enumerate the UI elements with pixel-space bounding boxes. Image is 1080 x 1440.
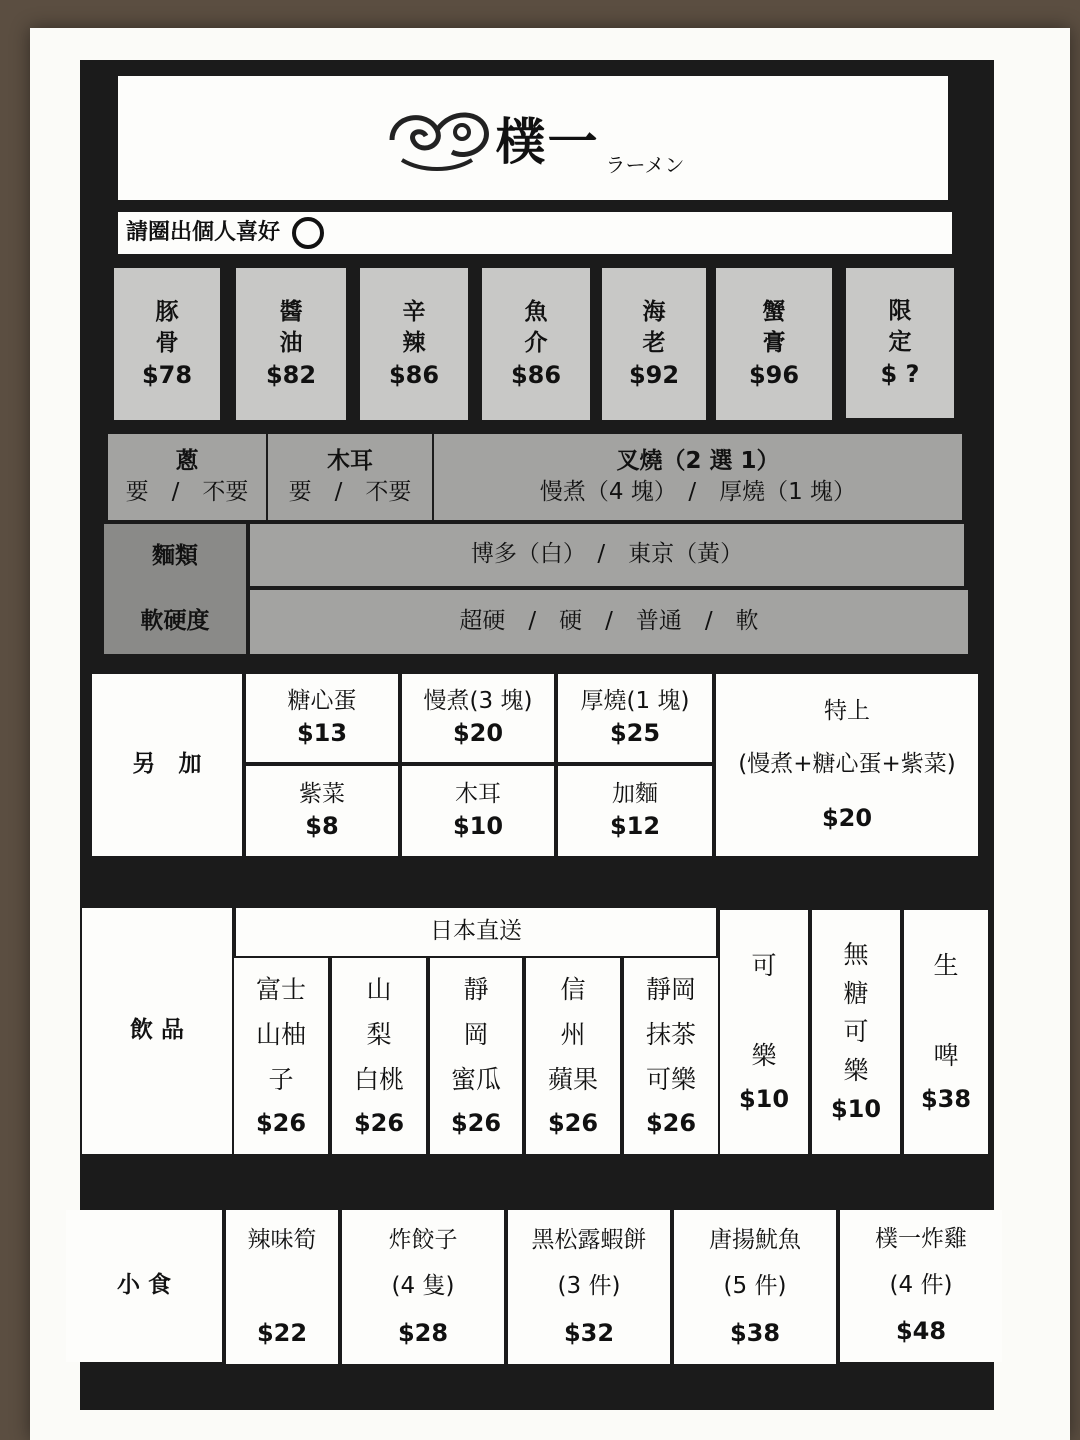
addon-item[interactable] <box>558 766 712 856</box>
menu-text: 超硬 / 硬 / 普通 / 軟 <box>459 608 759 635</box>
menu-text: 樂 <box>751 1040 777 1070</box>
menu-text: $32 <box>563 1318 615 1347</box>
drink-item[interactable] <box>234 958 328 1154</box>
menu-text: 叉燒（2 選 1） <box>616 447 780 474</box>
menu-text: $12 <box>609 812 661 841</box>
circle-icon <box>292 217 324 249</box>
menu-text: 辣 <box>402 329 426 356</box>
soup-item[interactable] <box>602 268 706 420</box>
drink-item[interactable] <box>332 958 426 1154</box>
drink-item[interactable] <box>526 958 620 1154</box>
logo-text: 樸一 <box>495 112 600 171</box>
menu-text: 飲 品 <box>129 1017 184 1044</box>
preference-label: 請圈出個人喜好 <box>126 220 281 246</box>
drink-item[interactable] <box>624 958 718 1154</box>
addon-item[interactable] <box>246 674 398 762</box>
snack-item[interactable] <box>508 1210 670 1364</box>
menu-text: 厚燒(1 塊) <box>580 688 690 715</box>
menu-text: 可樂 <box>645 1064 696 1094</box>
menu-text: $20 <box>452 719 504 748</box>
menu-text: 麵類 <box>152 542 198 569</box>
menu-text: $86 <box>510 360 562 389</box>
menu-text: $26 <box>353 1108 405 1137</box>
menu-text: 慢煮(3 塊) <box>423 688 533 715</box>
menu-text: 木耳 <box>455 781 501 808</box>
menu-text: $13 <box>296 719 348 748</box>
menu-text: 子 <box>268 1064 294 1094</box>
menu-text: $96 <box>748 360 800 389</box>
menu-text: 抹茶 <box>645 1019 696 1049</box>
menu-text: $86 <box>388 360 440 389</box>
snack-item[interactable] <box>342 1210 504 1364</box>
menu-text: (4 件) <box>889 1271 953 1298</box>
menu-text: 富士 <box>255 974 306 1004</box>
logo-subtitle: ラーメン <box>605 153 685 177</box>
menu-text: (3 件) <box>557 1272 621 1299</box>
menu-text: 炸餃子 <box>388 1226 458 1253</box>
drink-item[interactable] <box>720 910 808 1154</box>
menu-text: 蜜瓜 <box>450 1064 501 1094</box>
drink-item[interactable] <box>812 910 900 1154</box>
menu-text: 梨 <box>366 1019 392 1049</box>
menu-text: 老 <box>642 329 666 356</box>
menu-text: (5 件) <box>723 1272 787 1299</box>
menu-text: 州 <box>560 1019 586 1049</box>
menu-text: 限 <box>888 297 912 324</box>
menu-text: 骨 <box>155 329 179 356</box>
menu-text: $26 <box>645 1108 697 1137</box>
snacks-label <box>66 1210 222 1362</box>
menu-text: 日本直送 <box>430 918 522 945</box>
snack-item[interactable] <box>674 1210 836 1364</box>
menu-text: 小 食 <box>116 1272 171 1299</box>
menu-text: 山 <box>366 974 392 1004</box>
addons-label <box>92 674 242 856</box>
menu-text: 油 <box>279 329 303 356</box>
menu-text: 定 <box>888 328 912 355</box>
soup-item[interactable] <box>716 268 832 420</box>
addon-item[interactable] <box>246 766 398 856</box>
menu-text: 黑松露蝦餅 <box>531 1226 647 1253</box>
menu-text: $28 <box>397 1318 449 1347</box>
menu-text: 靜岡 <box>645 974 696 1004</box>
snack-item[interactable] <box>840 1210 1002 1362</box>
fungus-option[interactable] <box>268 434 432 520</box>
menu-text: 岡 <box>463 1019 489 1049</box>
menu-text: 蟹 <box>762 298 786 325</box>
menu-text: 辣味筍 <box>247 1226 317 1253</box>
menu-text: 樸一炸雞 <box>875 1226 967 1253</box>
menu-text: 另 加 <box>132 751 202 778</box>
preference-strip <box>118 212 952 254</box>
chashu-option[interactable] <box>434 434 962 520</box>
menu-text: 啤 <box>933 1040 959 1070</box>
menu-text: $25 <box>609 719 661 748</box>
menu-text: $48 <box>895 1317 947 1346</box>
menu-header <box>118 76 948 200</box>
menu-text: $8 <box>305 812 339 841</box>
menu-text <box>278 1271 285 1302</box>
menu-text: $38 <box>729 1318 781 1347</box>
menu-text: 靜 <box>463 974 489 1004</box>
menu-text: 唐揚魷魚 <box>709 1226 801 1253</box>
soup-item[interactable] <box>846 268 954 418</box>
menu-text: $22 <box>256 1318 308 1347</box>
menu-text: $10 <box>452 812 504 841</box>
menu-text: 要 / 不要 <box>125 479 249 505</box>
menu-text: 軟硬度 <box>140 607 210 634</box>
menu-text: $26 <box>450 1108 502 1137</box>
soup-item[interactable] <box>360 268 468 420</box>
soup-item[interactable] <box>114 268 220 420</box>
menu-text: 膏 <box>762 329 786 356</box>
menu-text: 無 <box>843 939 869 969</box>
onion-option[interactable] <box>108 434 266 520</box>
menu-text: 山柚 <box>255 1019 306 1049</box>
menu-text: 慢煮（4 塊） / 厚燒（1 塊） <box>539 479 857 505</box>
menu-text: 魚 <box>524 298 548 325</box>
menu-text: 博多（白） / 東京（黃） <box>470 541 744 568</box>
menu-text: $92 <box>628 360 680 389</box>
addon-item[interactable] <box>402 674 554 762</box>
firmness-choice[interactable] <box>250 590 968 654</box>
menu-text: $26 <box>547 1108 599 1137</box>
menu-text: 蔥 <box>175 447 199 474</box>
drink-item[interactable] <box>430 958 522 1154</box>
drinks-label <box>82 908 232 1154</box>
menu-text: 介 <box>524 329 548 356</box>
menu-text: $26 <box>255 1108 307 1137</box>
drinks-group-title <box>236 908 716 956</box>
menu-text: $10 <box>830 1094 882 1123</box>
menu-text: 糖心蛋 <box>287 688 357 715</box>
menu-text: 可 <box>751 950 777 980</box>
drink-item[interactable] <box>904 910 988 1154</box>
menu-text: 糖 <box>843 978 869 1008</box>
menu-text: 辛 <box>402 298 426 325</box>
menu-text: $82 <box>265 360 317 389</box>
menu-text: 紫菜 <box>299 781 345 808</box>
noodle-label <box>104 524 246 654</box>
menu-text: 豚 <box>155 298 179 325</box>
addon-special[interactable] <box>716 674 978 856</box>
menu-text: (4 隻) <box>391 1272 455 1299</box>
soup-item[interactable] <box>236 268 346 420</box>
menu-text: 生 <box>933 950 959 980</box>
soup-item[interactable] <box>482 268 590 420</box>
menu-text: 醬 <box>279 298 303 325</box>
menu-text <box>760 988 768 1033</box>
addon-item[interactable] <box>402 766 554 856</box>
menu-text: $ ? <box>880 359 920 388</box>
menu-text: 加麵 <box>612 781 658 808</box>
menu-text <box>942 988 950 1033</box>
menu-text: $78 <box>141 360 193 389</box>
menu-text: 可 <box>843 1017 869 1047</box>
menu-text: $38 <box>920 1084 972 1113</box>
snack-item[interactable] <box>226 1210 338 1364</box>
menu-text: 樂 <box>843 1056 869 1086</box>
noodle-choice[interactable] <box>250 524 964 586</box>
menu-text: $20 <box>821 803 873 832</box>
addon-item[interactable] <box>558 674 712 762</box>
menu-text: (慢煮+糖心蛋+紫菜) <box>738 750 956 777</box>
menu-text: 信 <box>560 974 586 1004</box>
menu-text: 蘋果 <box>547 1064 598 1094</box>
menu-text: 白桃 <box>353 1064 404 1094</box>
ornament-icon <box>382 100 492 176</box>
menu-text: 海 <box>642 298 666 325</box>
menu-text: $10 <box>738 1084 790 1113</box>
menu-text: 木耳 <box>327 447 373 474</box>
menu-text: 要 / 不要 <box>288 479 412 505</box>
menu-text: 特上 <box>824 697 870 724</box>
